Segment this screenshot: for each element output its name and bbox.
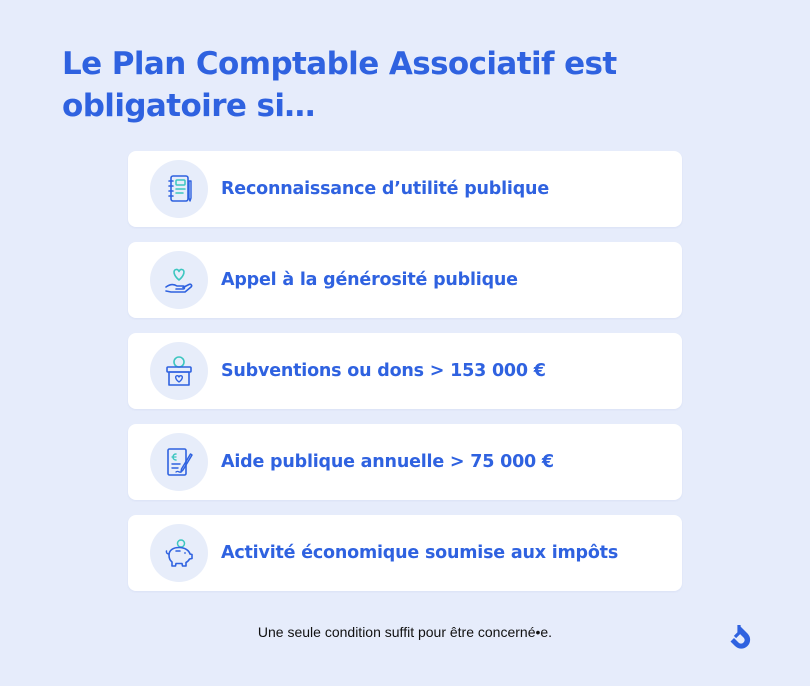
notebook-icon — [150, 160, 208, 218]
condition-card-activite-economique — [128, 515, 682, 591]
condition-label: Aide publique annuelle > 75 000 € — [221, 452, 554, 472]
condition-card-aide-publique — [128, 424, 682, 500]
footnote: Une seule condition suffit pour être concerné•e. — [257, 624, 553, 640]
conditions-list — [128, 151, 682, 606]
title-highlight: Plan Comptable Associatif — [112, 43, 554, 85]
condition-label: Reconnaissance d’utilité publique — [221, 179, 549, 199]
heart-hand-icon — [150, 251, 208, 309]
donation-box-icon — [150, 342, 208, 400]
page-title — [62, 43, 702, 127]
piggy-bank-icon — [150, 524, 208, 582]
condition-label: Activité économique soumise aux impôts — [221, 543, 619, 563]
document-signing-icon — [150, 433, 208, 491]
title-prefix: Le — [62, 46, 112, 82]
condition-card-utilite-publique — [128, 151, 682, 227]
condition-card-subventions-dons — [128, 333, 682, 409]
condition-card-generosite-publique — [128, 242, 682, 318]
condition-label: Appel à la générosité publique — [221, 270, 518, 290]
title-suffix: est obligatoire si… — [62, 46, 617, 124]
condition-label: Subventions ou dons > 153 000 € — [221, 361, 546, 381]
brand-logo-icon — [726, 622, 752, 652]
